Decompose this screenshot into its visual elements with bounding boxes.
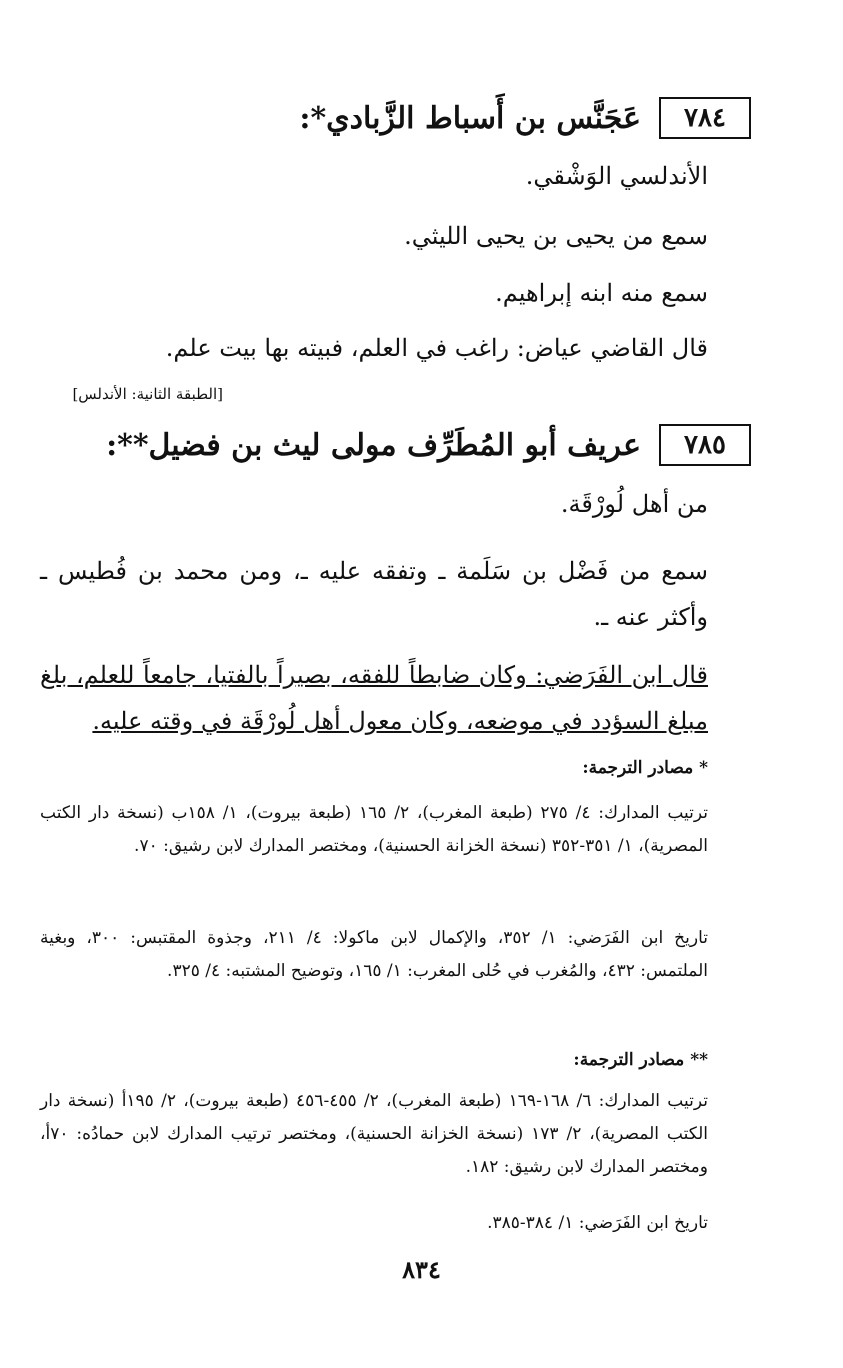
entry-line: الأندلسي الوَشْقي.: [525, 162, 708, 190]
entry-785-heading: [106, 424, 751, 466]
entry-paragraph: سمع من فَضْل بن سَلَمة ـ وتفقه عليه ـ، ومن محمد بن فُطيس ـ وأكثر عنه ـ.: [40, 557, 708, 631]
entry-title: [299, 101, 641, 136]
entry-784-heading: [299, 97, 751, 139]
entry-number: ٧٨٥: [659, 424, 751, 466]
entry-line: قال القاضي عياض: راغب في العلم، فبيته بها بيت علم.: [165, 334, 708, 362]
source-paragraph: ترتيب المدارك: ٤/ ٢٧٥ (طبعة المغرب)، ٢/ ١٦٥ (طبعة بيروت)، ١/ ١٥٨ب (نسخة دار الكتب المصرية)، ١/ ٣٥١-٣٥٢ (نسخة الخزانة الحسنية)، ومختصر المدارك لابن رشيق: ٧٠.: [40, 803, 708, 856]
source-paragraph: تاريخ ابن الفَرَضي: ١/ ٣٨٤-٣٨٥.: [487, 1213, 708, 1233]
entry-title: [106, 428, 641, 463]
entry-line: سمع منه ابنه إبراهيم.: [495, 279, 708, 307]
sources-heading: ** مصادر الترجمة:: [573, 1050, 708, 1070]
section-tag: [الطبقة الثانية: الأندلس]: [72, 385, 223, 403]
source-paragraph: تاريخ ابن الفَرَضي: ١/ ٣٥٢، والإكمال لابن ماكولا: ٤/ ٢١١، وجذوة المقتبس: ٣٠٠، وبغية الملتمس: ٤٣٢، والمُغرب في حُلى المغرب: ١/ ١٦٥، وتوضيح المشتبه: ٤/ ٣٢٥.: [40, 928, 708, 981]
entry-paragraph: [40, 652, 708, 744]
entry-title-text: عريف أبو المُطَرِّف مولى ليث بن فضيل: [148, 427, 641, 463]
footnote-mark: **:: [106, 427, 149, 463]
sources-heading: * مصادر الترجمة:: [582, 758, 708, 778]
entry-title-text: عَجَنَّس بن أَسباط الزَّبادي: [326, 100, 641, 136]
source-paragraph: ترتيب المدارك: ٦/ ١٦٨-١٦٩ (طبعة المغرب)، ٢/ ٤٥٥-٤٥٦ (طبعة بيروت)، ٢/ ١٩٥أ (نسخة دار الكتب المصرية)، ٢/ ١٧٣ (نسخة الخزانة الحسنية)، ومختصر ترتيب المدارك لابن حمادُه: ٧٠أ، ومختصر المدارك لابن رشيق: ١٨٢.: [40, 1091, 708, 1177]
entry-line: سمع من يحيى بن يحيى الليثي.: [404, 222, 708, 250]
footnote-mark: *:: [299, 100, 327, 136]
entry-line: من أهل لُورْقَة.: [560, 490, 708, 518]
entry-number: ٧٨٤: [659, 97, 751, 139]
underlined-text: قال ابن الفَرَضي: وكان ضابطاً للفقه، بصيراً بالفتيا، جامعاً للعلم، بلغ مبلغ السؤدد في موضعه، وكان معول أهل لُورْقَة في وقته عليه.: [40, 661, 708, 735]
page-number: ٨٣٤: [402, 1255, 441, 1284]
